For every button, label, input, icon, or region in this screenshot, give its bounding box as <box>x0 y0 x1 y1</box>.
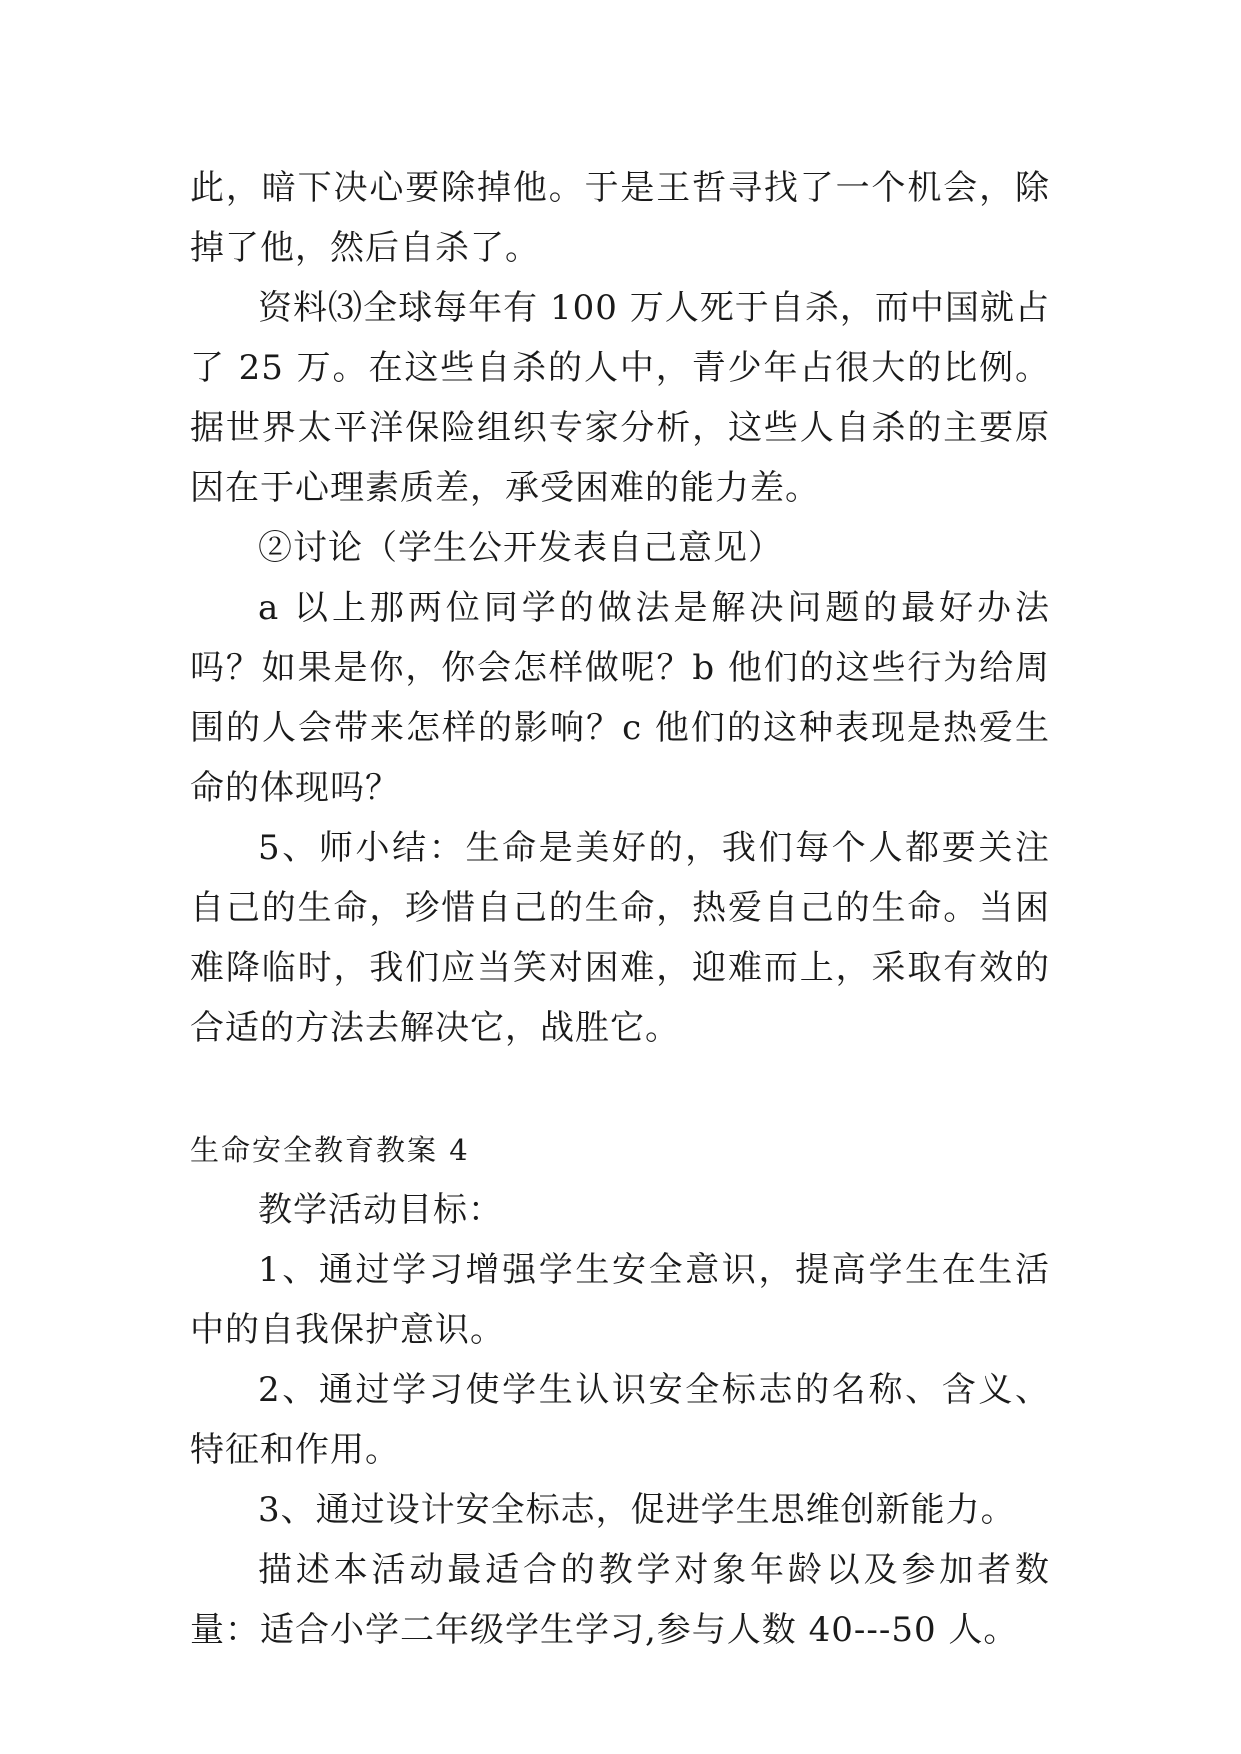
paragraph: 2、通过学习使学生认识安全标志的名称、含义、特征和作用。 <box>190 1370 1050 1470</box>
paragraph: 3、通过设计安全标志，促进学生思维创新能力。 <box>258 1490 1016 1530</box>
section-title: 生命安全教育教案 4 <box>190 1133 470 1167</box>
paragraph: 1、通过学习增强学生安全意识，提高学生在生活中的自我保护意识。 <box>190 1250 1050 1350</box>
paragraph: 描述本活动最适合的教学对象年龄以及参加者数量：适合小学二年级学生学习,参与人数 40---50 人。 <box>190 1550 1050 1650</box>
paragraph: 教学活动目标： <box>258 1190 503 1230</box>
paragraph: 资料⑶全球每年有 100 万人死于自杀，而中国就占了 25 万。在这些自杀的人中，青少年占很大的比例。据世界太平洋保险组织专家分析，这些人自杀的主要原因在于心理素质差，承受困难的能力差。 <box>190 288 1050 508</box>
document-body <box>190 158 1050 1660</box>
paragraph: 此，暗下决心要除掉他。于是王哲寻找了一个机会，除掉了他，然后自杀了。 <box>190 168 1050 268</box>
paragraph: 5、师小结：生命是美好的，我们每个人都要关注自己的生命，珍惜自己的生命，热爱自己的生命。当困难降临时，我们应当笑对困难，迎难而上，采取有效的合适的方法去解决它，战胜它。 <box>190 828 1050 1048</box>
paragraph: ②讨论（学生公开发表自己意见） <box>258 528 783 568</box>
paragraph: a 以上那两位同学的做法是解决问题的最好办法吗？如果是你，你会怎样做呢？b 他们的这些行为给周围的人会带来怎样的影响？c 他们的这种表现是热爱生命的体现吗？ <box>190 588 1050 808</box>
